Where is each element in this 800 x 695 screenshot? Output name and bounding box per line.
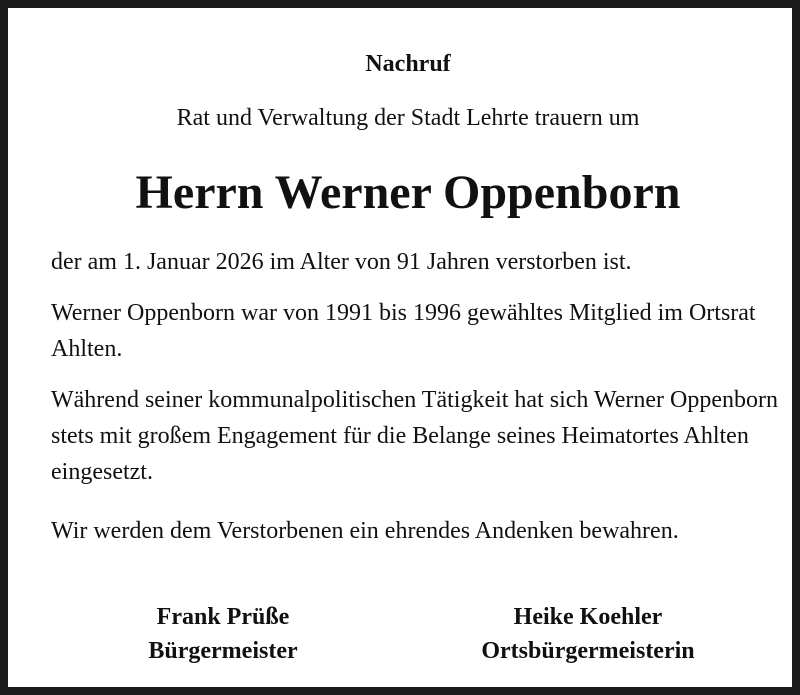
notice-heading: Nachruf (365, 51, 451, 77)
notice-intro: Rat und Verwaltung der Stadt Lehrte trauern um (176, 105, 640, 131)
paragraph-membership: Werner Oppenborn war von 1991 bis 1996 gewähltes Mitglied im Ortsrat Ahlten. (51, 300, 756, 362)
signatory-right (438, 600, 738, 668)
signatory-title: Ortsbürgermeisterin (481, 638, 695, 664)
signatory-name: Frank Prüße (156, 604, 290, 630)
signatory-left (118, 600, 328, 668)
signatory-name: Heike Koehler (513, 604, 663, 630)
paragraph-death-date: der am 1. Januar 2026 im Alter von 91 Jahren verstorben ist. (51, 249, 632, 275)
paragraph-remembrance: Wir werden dem Verstorbenen ein ehrendes Andenken bewahren. (51, 518, 679, 544)
deceased-name: Herrn Werner Oppenborn (135, 166, 681, 219)
paragraph-engagement: Während seiner kommunalpolitischen Tätigkeit hat sich Werner Oppenborn stets mit großem Engagement für die Belange seines Heimatortes Ahlten eingesetzt. (51, 387, 778, 485)
signatory-title: Bürgermeister (148, 638, 298, 664)
